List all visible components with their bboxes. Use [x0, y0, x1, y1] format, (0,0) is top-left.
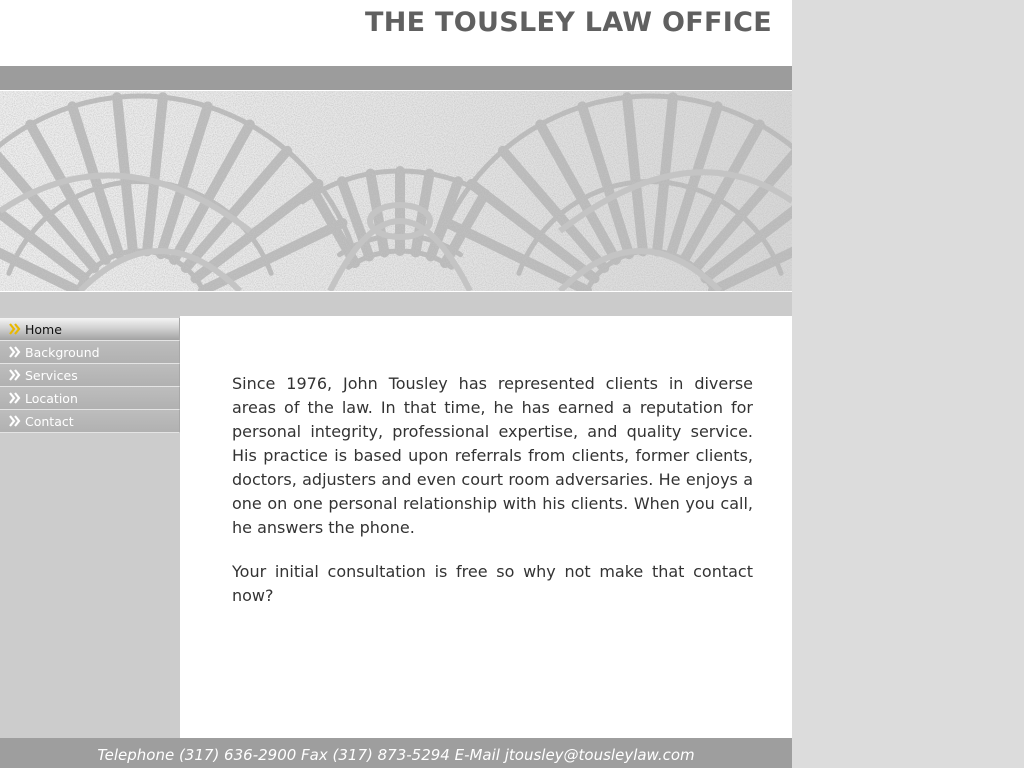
header: [0, 0, 792, 66]
nav-item-home[interactable]: [0, 318, 180, 341]
footer: [0, 738, 792, 768]
nav-item-location[interactable]: [0, 387, 180, 410]
banner-image: [0, 90, 792, 292]
double-chevron-right-icon: [9, 414, 21, 428]
nav-label-services: Services: [25, 368, 78, 383]
nav-label-background: Background: [25, 345, 100, 360]
intro-paragraph: Since 1976, John Tousley has represented clients in diverse areas of the law. In that time, he has earned a reputation for personal integrity, professional expertise, and quality service. His practice is based upon referrals from clients, former clients, doctors, adjusters and even court room adversaries. He enjoys a one on one personal relationship with his clients. When you call, he answers the phone.: [232, 374, 753, 537]
art-deco-fan-pattern: [0, 91, 792, 291]
nav-label-contact: Contact: [25, 414, 74, 429]
sub-divider-bar: [0, 292, 792, 316]
sidebar: [0, 316, 180, 738]
nav-item-services[interactable]: [0, 364, 180, 387]
nav-label-home: Home: [25, 322, 62, 337]
site-title: THE TOUSLEY LAW OFFICE: [364, 7, 772, 38]
nav-item-contact[interactable]: [0, 410, 180, 433]
main-navigation: [0, 318, 180, 433]
consultation-paragraph: Your initial consultation is free so why not make that contact now?: [232, 562, 753, 605]
double-chevron-right-icon: [9, 322, 21, 336]
double-chevron-right-icon: [9, 345, 21, 359]
footer-contact-info: Telephone (317) 636-2900 Fax (317) 873-5294 E-Mail jtousley@tousleylaw.com: [97, 746, 695, 764]
double-chevron-right-icon: [9, 368, 21, 382]
main-content: [232, 372, 753, 628]
nav-label-location: Location: [25, 391, 78, 406]
double-chevron-right-icon: [9, 391, 21, 405]
top-divider-bar: [0, 66, 792, 90]
nav-item-background[interactable]: [0, 341, 180, 364]
